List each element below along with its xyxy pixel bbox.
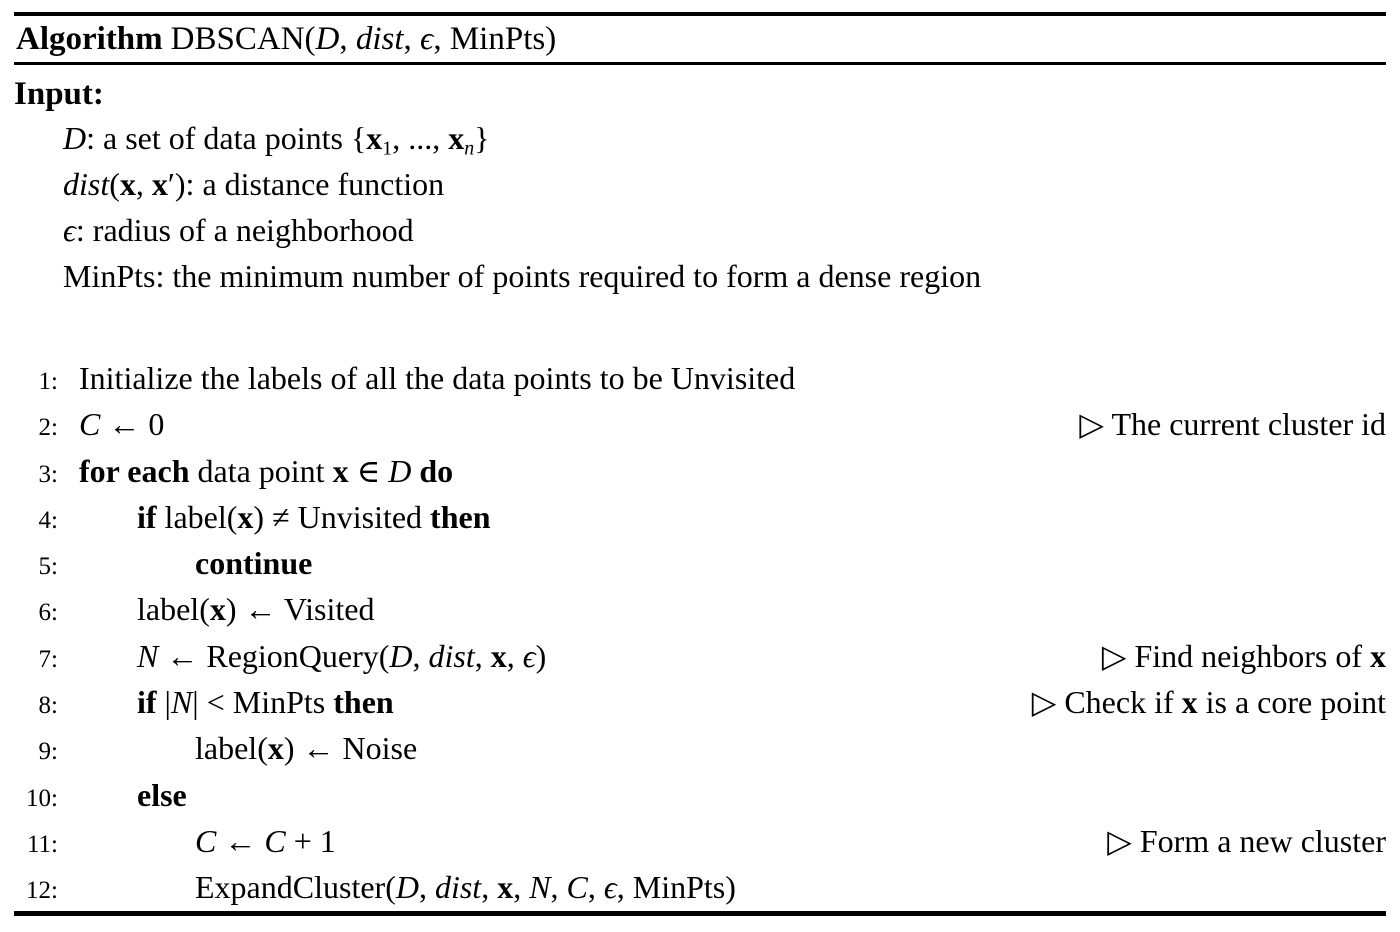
- line-content: [79, 360, 795, 396]
- algo-line: [14, 586, 1386, 632]
- text-segment: continue: [195, 545, 313, 582]
- text-segment: x: [332, 452, 349, 489]
- text-segment: if: [137, 684, 157, 721]
- text-segment: label(: [137, 591, 210, 628]
- text-segment: ) ← Visited: [225, 591, 375, 628]
- algo-line: [14, 540, 1386, 586]
- text-segment: ,: [587, 869, 604, 906]
- algo-line: [14, 725, 1386, 771]
- text-segment: ,: [481, 869, 498, 906]
- text-segment: label(: [156, 498, 238, 535]
- text-segment: ,: [412, 637, 429, 674]
- text-segment: dist: [428, 637, 475, 674]
- text-segment: D: [315, 21, 340, 57]
- text-segment: , MinPts): [616, 869, 736, 906]
- line-number: 7:: [38, 645, 58, 673]
- text-segment: ,: [513, 869, 530, 906]
- algo-line: [14, 772, 1386, 818]
- text-segment: MinPts: the minimum number of points required to form a dense region: [63, 258, 982, 294]
- line-comment: [1032, 679, 1386, 725]
- text-segment: D: [63, 120, 87, 156]
- text-segment: x: [237, 498, 254, 535]
- text-segment: ϵ: [603, 869, 617, 906]
- text-segment: Initialize the labels of all the data points to be Unvisited: [79, 360, 796, 396]
- input-item: [63, 161, 1386, 207]
- input-item: [63, 207, 1386, 253]
- text-segment: ,: [339, 21, 356, 57]
- text-segment: dist: [434, 869, 482, 906]
- text-segment: C: [79, 406, 101, 443]
- algo-line: [14, 864, 1386, 910]
- text-segment: ) ≠ Unvisited: [253, 498, 431, 535]
- bottom-rule: [14, 911, 1386, 916]
- text-segment: D: [395, 869, 419, 906]
- text-segment: , ...,: [392, 120, 449, 156]
- text-segment: D: [389, 637, 413, 674]
- line-number: 10:: [26, 784, 58, 812]
- line-number: 2:: [38, 414, 58, 442]
- text-segment: Algorithm: [16, 21, 163, 57]
- text-segment: (: [109, 166, 120, 202]
- text-segment: ▷ Form a new cluster: [1107, 822, 1386, 859]
- text-segment: ExpandCluster(: [195, 869, 396, 906]
- text-segment: + 1: [285, 822, 336, 859]
- text-segment: N: [529, 869, 551, 906]
- line-content: [79, 406, 164, 442]
- line-number: 3:: [38, 460, 58, 488]
- text-segment: do: [419, 452, 454, 489]
- header-rule: [14, 62, 1386, 65]
- text-segment: C: [566, 869, 588, 906]
- text-segment: x: [1181, 684, 1198, 721]
- text-segment: ϵ: [522, 637, 536, 674]
- text-segment: ,: [506, 637, 523, 674]
- line-content: [79, 499, 491, 535]
- text-segment: for each: [79, 452, 190, 489]
- text-segment: ▷ Check if: [1031, 684, 1182, 721]
- line-content: [79, 684, 394, 720]
- line-comment: [1079, 401, 1386, 447]
- text-segment: else: [137, 776, 187, 813]
- line-content: [79, 777, 187, 813]
- text-segment: then: [333, 684, 394, 721]
- text-segment: dist: [63, 166, 110, 202]
- text-segment: x: [448, 120, 465, 156]
- line-number: 11:: [26, 830, 58, 858]
- text-segment: ): [535, 637, 547, 674]
- input-list: [63, 115, 1386, 299]
- text-segment: ∈: [348, 452, 389, 489]
- text-segment: , MinPts): [433, 21, 557, 57]
- text-segment: ): a distance function: [174, 166, 445, 202]
- text-segment: ▷ The current cluster id: [1079, 406, 1386, 443]
- line-content: [79, 638, 546, 674]
- text-segment: N: [137, 637, 159, 674]
- text-segment: x: [1370, 637, 1386, 674]
- text-segment: ,: [474, 637, 491, 674]
- line-number: 6:: [38, 599, 58, 627]
- text-segment: ϵ: [63, 212, 76, 248]
- line-comment: [1102, 633, 1386, 679]
- text-segment: C: [195, 822, 217, 859]
- algo-line: [14, 448, 1386, 494]
- text-segment: x: [267, 730, 284, 767]
- input-item: [63, 253, 1386, 299]
- text-segment: C: [264, 822, 286, 859]
- algo-line: [14, 401, 1386, 447]
- text-segment: ← 0: [100, 406, 165, 443]
- algorithm-title: [14, 16, 1386, 62]
- text-segment: ← RegionQuery(: [158, 637, 390, 674]
- line-comment: [1107, 818, 1386, 864]
- text-segment: | < MinPts: [192, 684, 334, 721]
- line-number: 4:: [38, 506, 58, 534]
- text-segment: is a core point: [1197, 684, 1386, 721]
- text-segment: ϵ: [420, 21, 434, 57]
- text-segment: ′: [167, 166, 175, 202]
- text-segment: ,: [135, 166, 152, 202]
- line-number: 9:: [38, 738, 58, 766]
- line-number: 12:: [26, 877, 58, 905]
- text-segment: n: [464, 137, 475, 160]
- text-segment: : a set of data points {: [86, 120, 367, 156]
- text-segment: DBSCAN(: [170, 21, 316, 57]
- input-heading: Input:: [14, 76, 104, 112]
- text-segment: ▷ Find neighbors of: [1101, 637, 1370, 674]
- line-number: 5:: [38, 553, 58, 581]
- algo-line: [14, 494, 1386, 540]
- line-content: [79, 730, 417, 766]
- line-content: [79, 453, 453, 489]
- text-segment: : radius of a neighborhood: [75, 212, 414, 248]
- text-segment: ←: [216, 822, 265, 859]
- text-segment: ,: [403, 21, 421, 57]
- pseudocode-body: [14, 355, 1386, 911]
- text-segment: D: [388, 452, 412, 489]
- line-content: [79, 869, 736, 905]
- text-segment: dist: [355, 21, 404, 57]
- text-segment: data point: [189, 452, 333, 489]
- text-segment: ) ← Noise: [283, 730, 418, 767]
- line-content: [79, 545, 312, 581]
- text-segment: }: [474, 120, 490, 156]
- text-segment: ,: [418, 869, 435, 906]
- text-segment: x: [209, 591, 226, 628]
- input-item: [63, 115, 1386, 161]
- text-segment: x: [497, 869, 514, 906]
- text-segment: 1: [382, 137, 393, 160]
- text-segment: x: [490, 637, 507, 674]
- line-number: 8:: [38, 692, 58, 720]
- algo-line: [14, 633, 1386, 679]
- text-segment: |: [156, 684, 171, 721]
- text-segment: N: [170, 684, 193, 721]
- algo-line: [14, 818, 1386, 864]
- text-segment: ,: [550, 869, 567, 906]
- line-number: 1:: [38, 368, 58, 395]
- line-content: [79, 591, 374, 627]
- algo-line: [14, 679, 1386, 725]
- text-segment: if: [137, 498, 157, 535]
- text-segment: x: [151, 166, 168, 202]
- text-segment: label(: [195, 730, 268, 767]
- algo-line: [14, 355, 1386, 401]
- text-segment: then: [430, 498, 491, 535]
- line-content: [79, 823, 336, 859]
- text-segment: x: [366, 120, 383, 156]
- text-segment: x: [119, 166, 136, 202]
